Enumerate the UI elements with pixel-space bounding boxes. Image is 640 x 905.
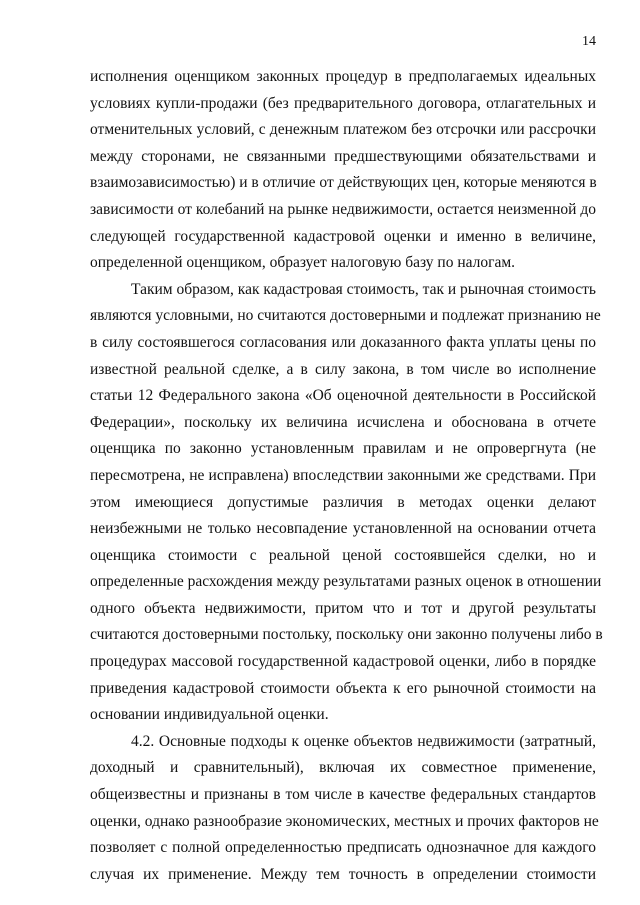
text-line: позволяет с полной определенностью предписать однозначное для каждого bbox=[90, 839, 596, 857]
paragraph-1 bbox=[90, 64, 596, 277]
text-line: известной реальной сделке, а в силу закона, в том числе во исполнение bbox=[90, 360, 596, 378]
text-line: оценщика по законно установленным правилам и не опровергнута (не bbox=[90, 440, 596, 458]
document-body bbox=[90, 64, 603, 888]
text-line: статьи 12 Федерального закона «Об оценочной деятельности в Российской bbox=[90, 387, 596, 405]
paragraph-2 bbox=[90, 277, 603, 729]
text-line: основании индивидуальной оценки. bbox=[90, 706, 329, 724]
text-line: оценки, однако разнообразие экономических, местных и прочих факторов не bbox=[90, 812, 599, 830]
text-line: одного объекта недвижимости, притом что и тот и другой результаты bbox=[90, 599, 596, 617]
text-line: условиях купли-продажи (без предварительного договора, отлагательных и bbox=[90, 94, 596, 112]
text-line: определенные расхождения между результатами разных оценок в отношении bbox=[90, 573, 602, 591]
text-line: приведения кадастровой стоимости объекта к его рыночной стоимости на bbox=[90, 679, 596, 697]
paragraph-3 bbox=[90, 729, 599, 889]
text-line: Федерации», поскольку их величина исчислена и обоснована в отчете bbox=[90, 413, 596, 431]
text-line: взаимозависимостью) и в отличие от действующих цен, которые меняются в bbox=[90, 174, 597, 192]
text-line: Таким образом, как кадастровая стоимость, так и рыночная стоимость bbox=[131, 280, 596, 298]
text-line: между сторонами, не связанными предшествующими обязательствами и bbox=[90, 147, 596, 165]
text-line: отменительных условий, с денежным платежом без отсрочки или рассрочки bbox=[90, 121, 596, 139]
text-line: определенной оценщиком, образует налоговую базу по налогам. bbox=[90, 254, 516, 272]
text-line: считаются достоверными постольку, поскольку они законно получены либо в bbox=[90, 626, 603, 644]
text-line: в силу состоявшегося согласования или доказанного факта уплаты цены по bbox=[90, 333, 596, 351]
text-line: 4.2. Основные подходы к оценке объектов недвижимости (затратный, bbox=[131, 732, 596, 750]
text-line: неизбежными не только несовпадение установленной на основании отчета bbox=[90, 520, 596, 538]
text-line: процедурах массовой государственной кадастровой оценки, либо в порядке bbox=[90, 653, 596, 671]
text-line: следующей государственной кадастровой оценки и именно в величине, bbox=[90, 227, 596, 245]
text-line: общеизвестны и признаны в том числе в качестве федеральных стандартов bbox=[90, 786, 596, 804]
text-line: пересмотрена, не исправлена) впоследствии законными же средствами. При bbox=[90, 466, 596, 484]
text-line: являются условными, но считаются достоверными и подлежат признанию не bbox=[90, 307, 601, 325]
text-line: исполнения оценщиком законных процедур в предполагаемых идеальных bbox=[90, 68, 596, 85]
text-line: зависимости от колебаний на рынке недвижимости, остается неизменной до bbox=[90, 200, 596, 218]
page-number: 14 bbox=[582, 34, 596, 49]
text-line: оценщика стоимости с реальной ценой состоявшейся сделки, но и bbox=[90, 546, 596, 564]
text-line: доходный и сравнительный), включая их совместное применение, bbox=[90, 759, 596, 777]
text-line: случая их применение. Между тем точность в определении стоимости bbox=[90, 865, 596, 883]
text-line: этом имеющиеся допустимые различия в методах оценки делают bbox=[90, 493, 596, 511]
